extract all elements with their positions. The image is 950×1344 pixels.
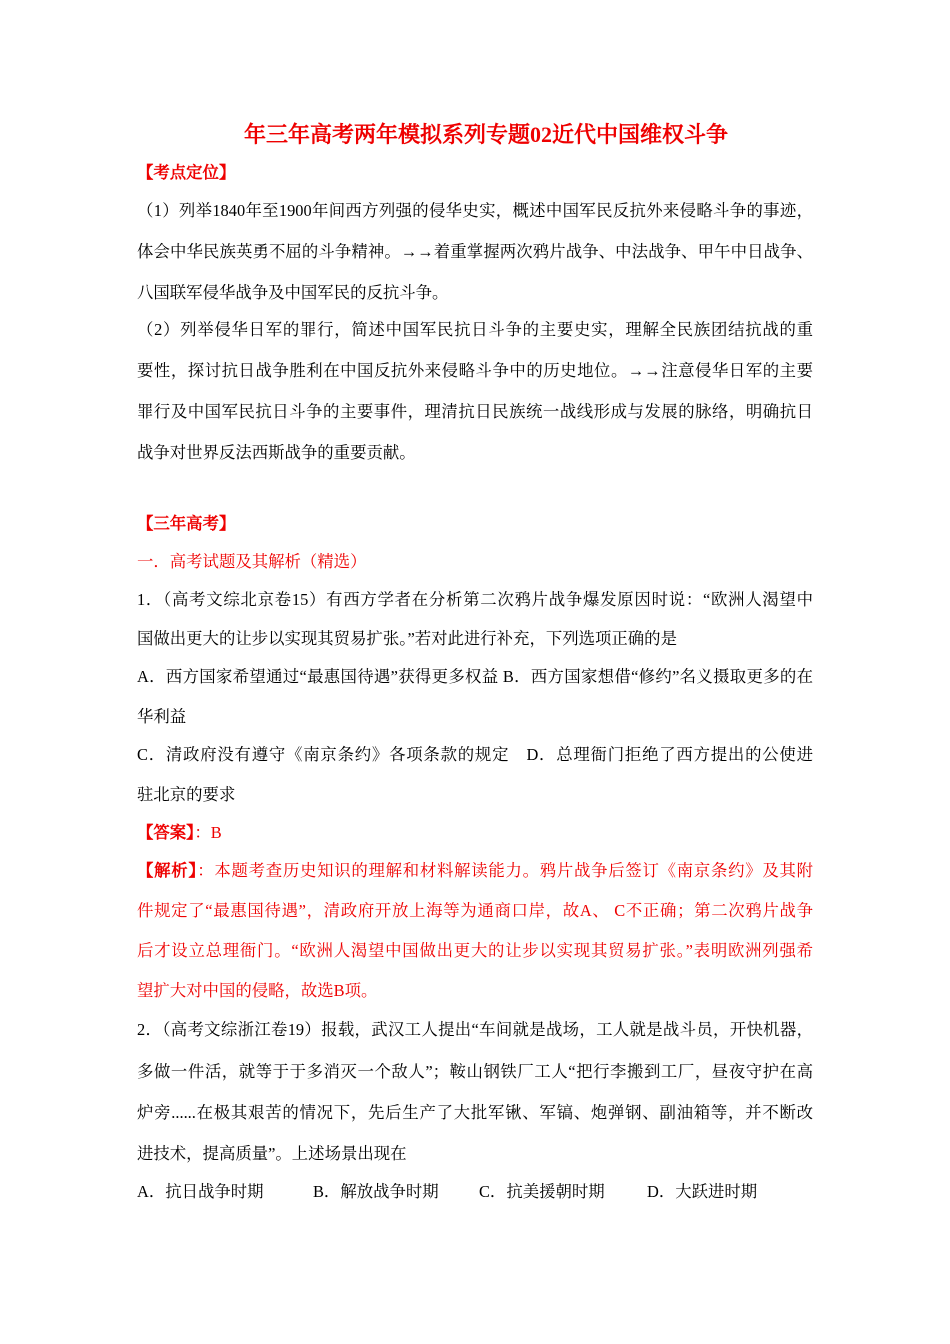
point2-line-4: 战争对世界反法西斯战争的重要贡献。 [137, 443, 416, 462]
q1-options-line-3: C．清政府没有遵守《南京条约》各项条款的规定 D．总理衙门拒绝了西方提出的公使进 [137, 745, 813, 764]
q2-stem-line-2: 多做一件活，就等于于多消灭一个敌人”；鞍山钢铁厂工人“把行李搬到工厂，昼夜守护在高 [137, 1062, 813, 1081]
point2-line-1: （2）列举侵华日军的罪行，简述中国军民抗日斗争的主要史实，理解全民族团结抗战的重 [137, 320, 813, 339]
q2-option-a: A．抗日战争时期 [137, 1182, 264, 1201]
sannian-heading: 【三年高考】 [137, 514, 236, 533]
q1-stem-line-2: 国做出更大的让步以实现其贸易扩张。”若对此进行补充，下列选项正确的是 [137, 629, 677, 648]
q1-options-line-2: 华利益 [137, 707, 187, 726]
point1-line-1: （1）列举1840年至1900年间西方列强的侵华史实，概述中国军民反抗外来侵略斗争的事迹， [137, 201, 813, 220]
document-title: 年三年高考两年模拟系列专题02近代中国维权斗争 [243, 122, 728, 147]
point2-line-3: 罪行及中国军民抗日斗争的主要事件，理清抗日民族统一战线形成与发展的脉络，明确抗日 [137, 402, 813, 421]
answer-label: 【答案】 [137, 823, 195, 842]
sannian-subheading: 一．高考试题及其解析（精选） [137, 552, 367, 571]
q1-analysis-line-1 [137, 851, 813, 891]
q1-analysis-line-3: 后才设立总理衙门。“欧洲人渴望中国做出更大的让步以实现其贸易扩张。”表明欧洲列强希 [137, 941, 813, 960]
q1-options-line-1: A．西方国家希望通过“最惠国待遇”获得更多权益 B．西方国家想借“修约”名义摄取更多的在 [137, 667, 813, 686]
point1-line-3: 八国联军侵华战争及中国军民的反抗斗争。 [137, 283, 449, 302]
q1-stem-line-1: 1．（高考文综北京卷15）有西方学者在分析第二次鸦片战争爆发原因时说：“欧洲人渴望中 [137, 590, 813, 609]
q2-stem-line-4: 进技术，提高质量”。上述场景出现在 [137, 1144, 407, 1163]
analysis-label: 【解析】 [137, 861, 198, 880]
q1-answer [137, 813, 813, 853]
q2-option-b: B．解放战争时期 [313, 1182, 439, 1201]
q2-option-d: D．大跃进时期 [647, 1182, 758, 1201]
q1-analysis-line-4: 望扩大对中国的侵略，故选B项。 [137, 981, 378, 1000]
q2-stem-line-1: 2．（高考文综浙江卷19）报载，武汉工人提出“车间就是战场，工人就是战斗员，开快机器， [137, 1020, 813, 1039]
point2-line-2: 要性，探讨抗日战争胜利在中国反抗外来侵略斗争中的历史地位。→→注意侵华日军的主要 [137, 361, 813, 380]
q2-stem-line-3: 炉旁......在极其艰苦的情况下，先后生产了大批军锹、军镐、炮弹钢、副油箱等，并不断改 [137, 1103, 813, 1122]
answer-value: ：B [194, 823, 222, 842]
q2-option-c: C．抗美援朝时期 [479, 1182, 605, 1201]
point1-line-2: 体会中华民族英勇不屈的斗争精神。→→着重掌握两次鸦片战争、中法战争、甲午中日战争、 [137, 242, 813, 261]
q1-analysis-line-2: 件规定了“最惠国待遇”，清政府开放上海等为通商口岸，故A、 C不正确；第二次鸦片战争 [137, 901, 813, 920]
q1-options-line-4: 驻北京的要求 [137, 785, 236, 804]
analysis-text: ：本题考查历史知识的理解和材料解读能力。鸦片战争后签订《南京条约》及其附 [197, 861, 813, 880]
kaodian-heading: 【考点定位】 [137, 163, 236, 182]
q2-options [137, 1172, 813, 1212]
